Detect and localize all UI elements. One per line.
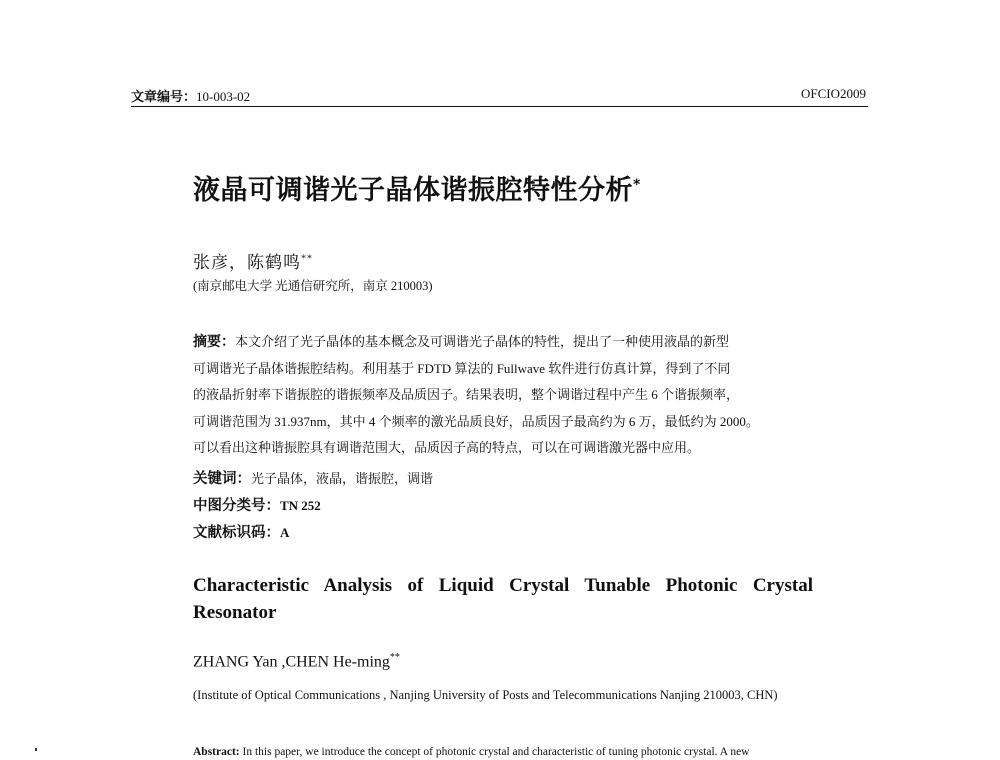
- abstract-cn-line: 的液晶折射率下谐振腔的谐振频率及品质因子。结果表明，整个调谐过程中产生 6 个谐振频率，: [193, 387, 740, 402]
- authors-en: [193, 652, 400, 671]
- abstract-cn-line: 摘要：本文介绍了光子晶体的基本概念及可调谐光子晶体的特性，提出了一种使用液晶的新型: [193, 334, 730, 350]
- scan-artifact: [35, 748, 37, 751]
- paper-title-en: Characteristic Analysis of Liquid Crystal Tunable Photonic Crystal Resonator: [193, 575, 813, 623]
- abstract-en-text: In this paper, we introduce the concept of photonic crystal and characteristic of tuning photonic crystal. A new: [239, 746, 750, 758]
- page-header: [131, 86, 868, 107]
- abstract-en: [193, 746, 813, 758]
- author-en-footnote-mark: **: [389, 652, 400, 663]
- abstract-cn-line: 可调谐范围为 31.937nm，其中 4 个频率的激光品质良好，品质因子最高约为 6 万，最低约为 2000。: [193, 413, 759, 429]
- article-number: [131, 86, 250, 105]
- document-code-value: A: [280, 525, 290, 540]
- article-number-value: 10-003-02: [196, 89, 251, 104]
- keywords-value: 光子晶体，液晶，谐振腔，调谐: [251, 471, 434, 486]
- paper-title-cn: [193, 168, 641, 207]
- abstract-cn-line: 可调谐光子晶体谐振腔结构。利用基于 FDTD 算法的 Fullwave 软件进行仿真计算，得到了不同: [193, 360, 731, 376]
- author-footnote-mark: **: [301, 253, 313, 265]
- paper-title-cn-text: 液晶可调谐光子晶体谐振腔特性分析: [193, 175, 633, 206]
- document-code: [193, 521, 289, 542]
- abstract-cn-label: 摘要：: [193, 334, 235, 350]
- affiliation-en: (Institute of Optical Communications , Nanjing University of Posts and Telecommunications Nanjing 210003, CHN): [193, 688, 778, 702]
- authors-en-text: ZHANG Yan ,CHEN He-ming: [193, 653, 390, 671]
- classification-value: TN 252: [280, 498, 321, 513]
- abstract-en-label: Abstract:: [193, 746, 240, 758]
- document-code-label: 文献标识码：: [193, 525, 280, 541]
- keywords-label: 关键词：: [193, 471, 251, 487]
- classification-number: [193, 494, 321, 515]
- authors-cn-text: 张彦，陈鹤鸣: [193, 253, 301, 272]
- classification-label: 中图分类号：: [193, 498, 280, 514]
- title-footnote-mark: *: [633, 177, 641, 193]
- keywords-cn: [193, 467, 433, 488]
- abstract-cn: [193, 329, 833, 462]
- article-number-label: 文章编号：: [131, 89, 197, 104]
- authors-cn: [193, 248, 313, 273]
- affiliation-cn: (南京邮电大学 光通信研究所，南京 210003): [193, 279, 433, 293]
- abstract-cn-line: 可以看出这种谐振腔具有调谐范围大，品质因子高的特点，可以在可调谐激光器中应用。: [193, 440, 701, 455]
- conference-code: OFCIO2009: [800, 86, 866, 101]
